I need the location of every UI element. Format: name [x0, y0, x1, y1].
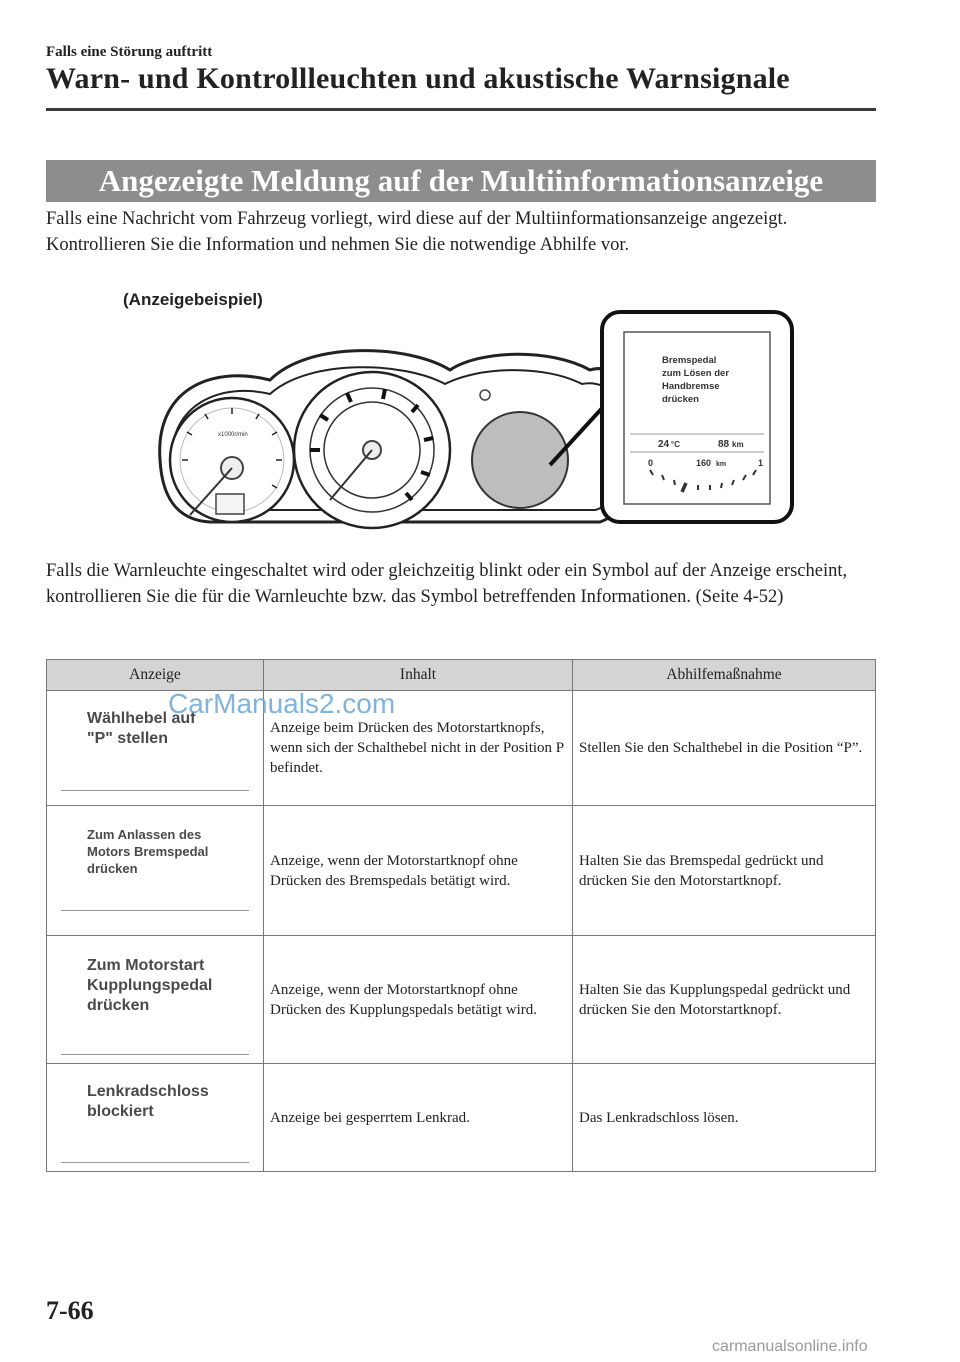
section-banner: Angezeigte Meldung auf der Multiinformationsanzeige [46, 160, 876, 202]
instrument-cluster-figure [150, 310, 810, 540]
content-cell: Anzeige beim Drücken des Motorstartknopfs, wenn sich der Schalthebel nicht in der Position P befindet. [264, 691, 573, 806]
column-header-display: Anzeige [47, 660, 264, 691]
figure-caption: (Anzeigebeispiel) [123, 290, 263, 309]
gauge-min-label: 0 [648, 458, 654, 468]
table-row [47, 806, 876, 936]
intro-paragraph: Falls eine Nachricht vom Fahrzeug vorliegt, wird diese auf der Multiinformationsanzeige angezeigt. Kontrollieren Sie die Information und nehmen Sie die notwendige Abhilfe vor. [46, 209, 788, 255]
display-message: Zum Anlassen des Motors Bremspedal drücken [87, 827, 209, 876]
display-message-line4: drücken [662, 394, 699, 405]
tacho-unit: x1000r/min [218, 432, 248, 438]
range-unit: km [732, 440, 744, 449]
section-title: Falls eine Störung auftritt [46, 44, 213, 60]
display-message: Lenkradschloss blockiert [87, 1083, 209, 1120]
content-cell: Anzeige bei gesperrtem Lenkrad. [264, 1064, 573, 1172]
page-title: Warn- und Kontrollleuchten und akustische Warnsignale [46, 62, 790, 95]
odometer-unit: km [716, 461, 727, 468]
gauge-max-label: 1 [758, 458, 764, 468]
tachometer [170, 398, 294, 522]
display-cell [47, 806, 264, 936]
display-divider [61, 1054, 249, 1055]
action-cell: Das Lenkradschloss lösen. [573, 1064, 876, 1172]
display-cell [47, 1064, 264, 1172]
page-number: 7-66 [46, 1296, 94, 1325]
content-cell: Anzeige, wenn der Motorstartknopf ohne Drücken des Bremspedals betätigt wird. [264, 806, 573, 936]
display-divider [61, 910, 249, 911]
message-table [46, 659, 876, 1172]
action-cell: Stellen Sie den Schalthebel in die Position “P”. [573, 691, 876, 806]
table-row [47, 936, 876, 1064]
range-value: 88 [718, 439, 730, 450]
display-message-line2: zum Lösen der [662, 368, 730, 379]
odometer-value: 160 [696, 458, 712, 468]
column-header-action: Abhilfemaßnahme [573, 660, 876, 691]
header-rule [46, 108, 876, 111]
display-divider [61, 790, 249, 791]
zoom-display-box [602, 312, 792, 522]
action-cell: Halten Sie das Kupplungspedal gedrückt und drücken Sie den Motorstartknopf. [573, 936, 876, 1064]
watermark-logo: CarManuals2.com [168, 688, 396, 719]
temperature-unit: °C [671, 440, 680, 449]
warning-paragraph: Falls die Warnleuchte eingeschaltet wird oder gleichzeitig blinkt oder ein Symbol auf der Anzeige erscheint, kontrollieren Sie die für die Warnleuchte bzw. das Symbol betreffenden Informationen. (Seite 4-52) [46, 561, 848, 607]
display-message: Zum Motorstart Kupplungspedal drücken [87, 957, 213, 1014]
display-cell [47, 936, 264, 1064]
action-cell: Halten Sie das Bremspedal gedrückt und drücken Sie den Motorstartknopf. [573, 806, 876, 936]
display-message-line1: Bremspedal [662, 355, 717, 366]
speedometer [294, 372, 450, 528]
table-row [47, 1064, 876, 1172]
content-cell: Anzeige, wenn der Motorstartknopf ohne Drücken des Kupplungspedals betätigt wird. [264, 936, 573, 1064]
display-divider [61, 1162, 249, 1163]
display-message: Wählhebel auf "P" stellen [87, 710, 196, 747]
footer-watermark: carmanualsonline.info [712, 1338, 868, 1355]
temperature-value: 24 [658, 439, 670, 450]
display-message-line3: Handbremse [662, 381, 720, 392]
column-header-content: Inhalt [264, 660, 573, 691]
table-header-row [47, 660, 876, 691]
